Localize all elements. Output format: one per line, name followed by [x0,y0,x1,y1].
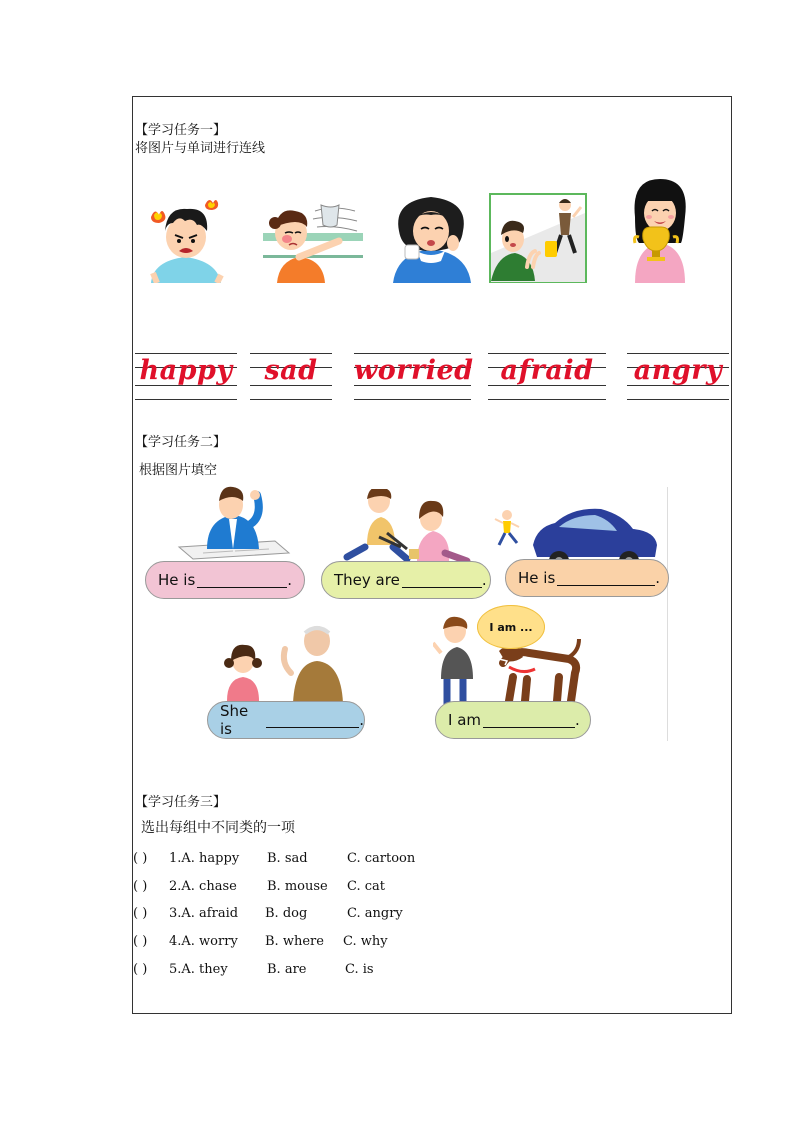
answer-paren-3[interactable]: ( ) [133,906,148,921]
fill-bubble-2: They are . [321,561,491,599]
bubble-2-label: They are [334,571,400,589]
worried-woman-illustration [387,189,477,283]
worksheet-frame: 【学习任务一】 将图片与单词进行连线 happy sad worried afraid angry 【学习任务二】 根据图片填空 I am ... He is . They are . He is . She is . I am . 【学习任务三】 选出每组中不同类的一项 ( ) 1.A. happy B. sad C. cartoon ( ) 2.A. chase B. mouse C. cat ( ) 3.A. afraid B. dog C. angry ( ) 4.A. worry B. where C. why ( ) 5.A. they B. are C. is [132,96,732,1014]
bubble-4-blank[interactable] [266,713,359,728]
girl-and-grandpa-illustration [221,623,355,703]
fill-bubble-3: He is . [505,559,669,597]
word-slot-3 [354,353,474,401]
fill-bubble-1: He is . [145,561,305,599]
bubble-3-label: He is [518,569,556,587]
fill-bubble-4: She is . [207,701,365,739]
word-happy: happy [139,355,233,386]
bubble-1-label: He is [158,571,196,589]
angry-boy-illustration [143,195,229,283]
word-slot-1 [135,353,237,401]
answer-paren-2[interactable]: ( ) [133,879,148,894]
fill-bubble-5: I am . [435,701,591,739]
task3-instruction: 选出每组中不同类的一项 [141,820,295,836]
bubble-5-label: I am [448,711,481,729]
sad-girl-illustration [263,197,363,283]
answer-paren-4[interactable]: ( ) [133,934,148,949]
word-slot-4 [488,353,606,401]
word-angry: angry [633,355,723,386]
task2-title: 【学习任务二】 [135,435,227,450]
bubble-4-label: She is [220,702,249,738]
answer-paren-5[interactable]: ( ) [133,962,148,977]
bubble-3-blank[interactable] [557,571,655,586]
happy-girl-illustration [627,177,693,283]
image-edge-line [667,487,668,741]
bubble-5-blank[interactable] [483,713,575,728]
bubble-1-blank[interactable] [197,573,287,588]
playing-children-illustration [341,489,481,569]
word-worried: worried [354,355,474,386]
task3-title: 【学习任务三】 [135,795,227,810]
speech-bubble [477,605,545,649]
bubble-2-blank[interactable] [402,573,482,588]
afraid-scene-illustration [489,193,587,283]
task1-title: 【学习任务一】 [135,123,227,138]
task1-instruction: 将图片与单词进行连线 [135,141,266,156]
answer-paren-1[interactable]: ( ) [133,851,148,866]
word-sad: sad [264,355,318,386]
word-afraid: afraid [500,355,594,386]
word-slot-5 [627,353,729,401]
speech-bubble-text: I am ... [489,620,533,634]
studying-boy-illustration [173,485,293,561]
task2-instruction: 根据图片填空 [139,463,218,478]
word-slot-2 [250,353,332,401]
